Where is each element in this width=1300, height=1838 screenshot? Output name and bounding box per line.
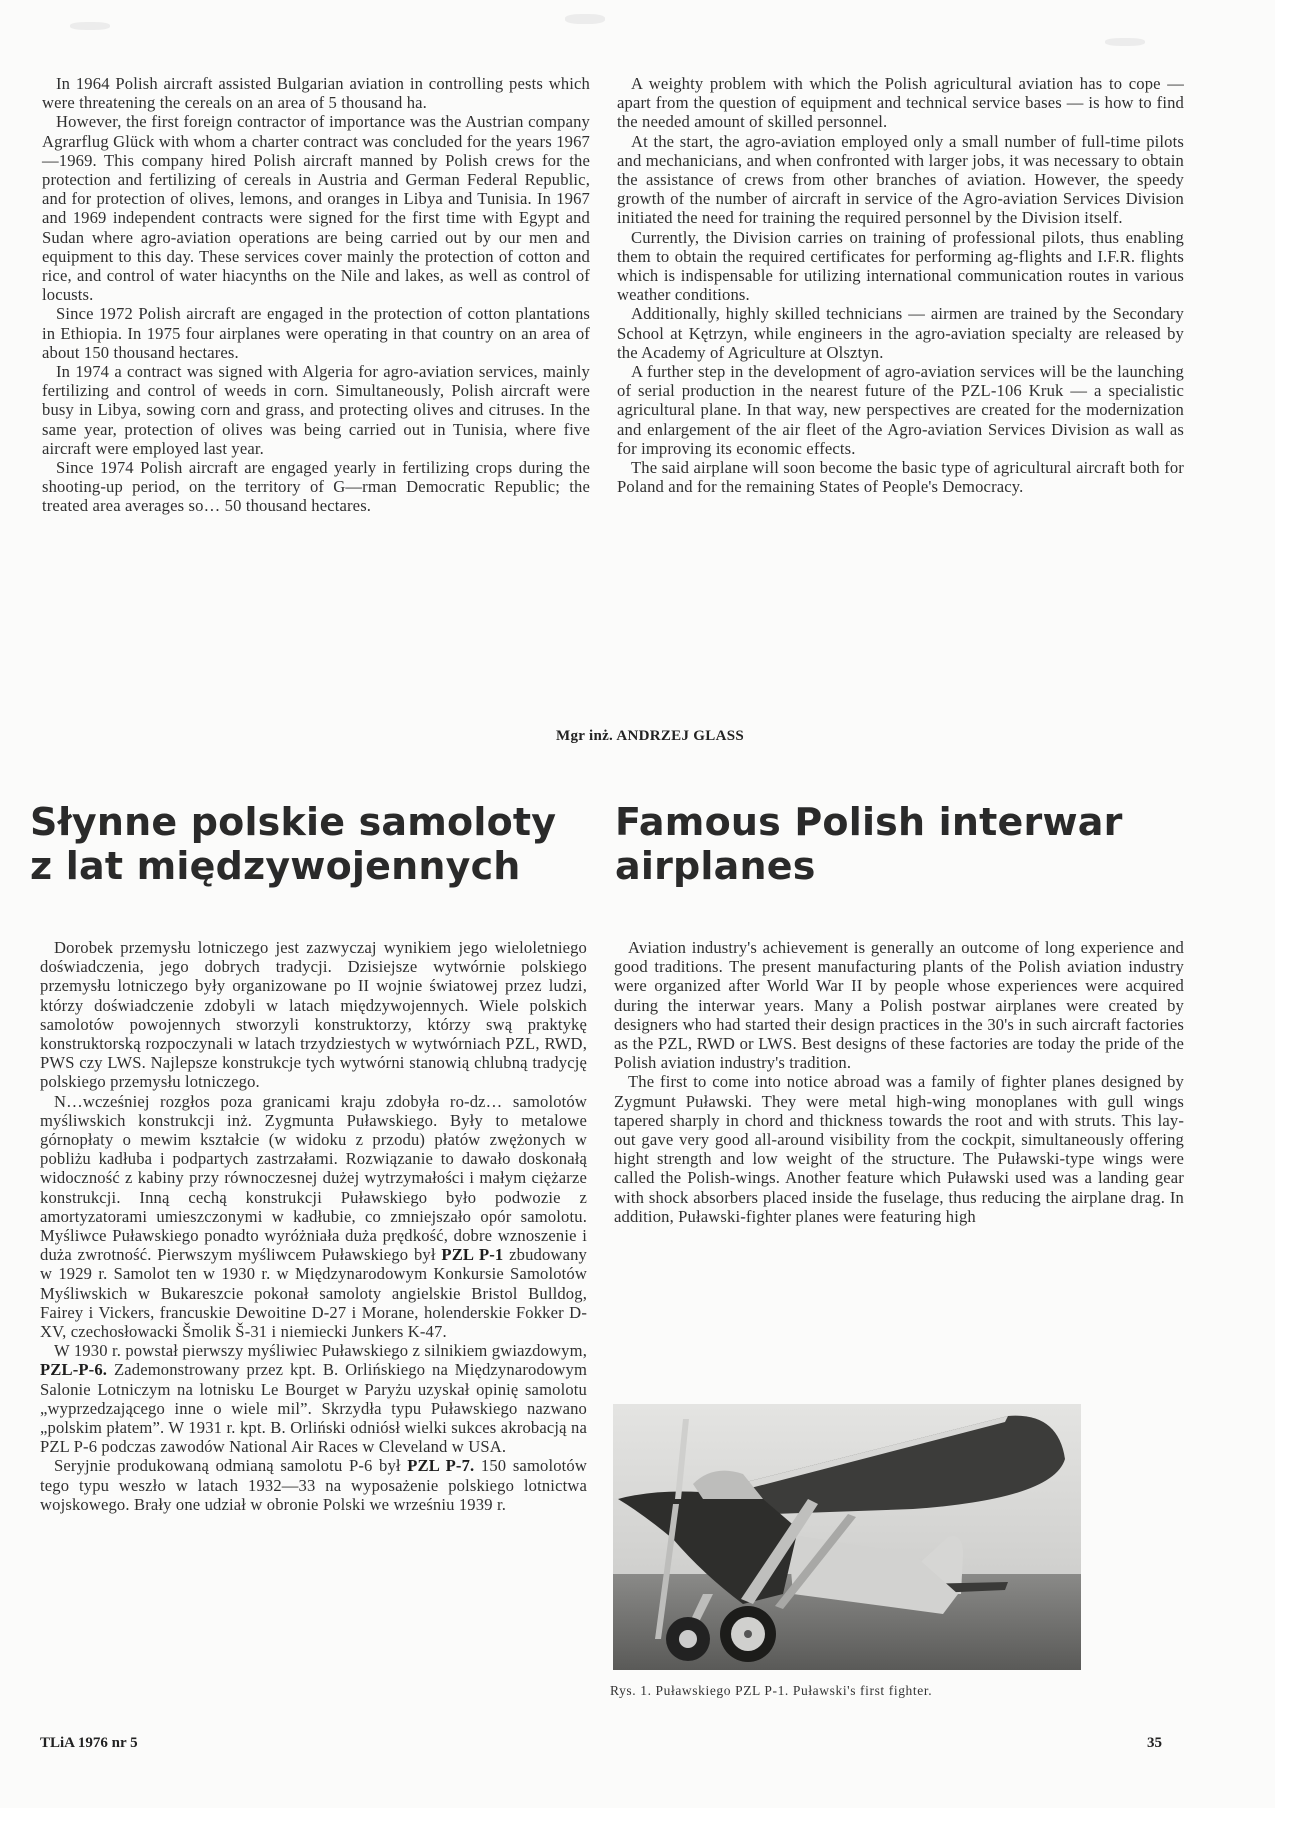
text-run: Zademonstrowany przez kpt. B. Orlińskiego na Międzynarodowym Salonie Lotniczym na lotnisku Le Bourget w Paryżu uzyskał opinię samolotu „wyprzedzającego inne o wiele mil”. Skrzydła typu Puławskiego nazwano „polskim płatem”. W 1931 r. kpt. B. Orliński odniósł wielki sukces akrobacją na PZL P-6 podczas zawodów National Air Races w Cleveland w USA. bbox=[40, 1360, 587, 1457]
scan-smudge bbox=[565, 14, 605, 24]
paragraph: The said airplane will soon become the basic type of agricultural aircraft both for Poland and for the remaining States of People's Democracy. bbox=[617, 458, 1184, 497]
paragraph bbox=[40, 1092, 587, 1342]
paragraph bbox=[40, 1456, 587, 1514]
headline-english: Famous Polish interwar airplanes bbox=[615, 800, 1123, 888]
text-run: zbudowany w 1929 r. Samolot ten w 1930 r. w Międzynarodowym Konkursie Samolotów Myśliwskich w Bukareszcie pokonał samoloty angielskie Bristol Bulldog, Fairey i Vickers, francuskie Dewoitine D-27 i Morane, holenderskie Fokker D-XV, czechosłowacki Šmolik Š-31 i niemiecki Junkers K-47. bbox=[40, 1245, 587, 1342]
english-article-column bbox=[614, 938, 1184, 1226]
paragraph: Since 1974 Polish aircraft are engaged yearly in fertilizing crops during the shooting-up period, on the territory of G—rman Democratic Republic; the treated area averages so… 50 thousand hectares. bbox=[42, 458, 590, 516]
aircraft-name: PZL P-1 bbox=[441, 1245, 504, 1265]
headline-polish: Słynne polskie samoloty z lat międzywojennych bbox=[30, 800, 557, 888]
paragraph: The first to come into notice abroad was a family of fighter planes designed by Zygmunt Puławski. They were metal high-wing monoplanes with gull wings tapered sharply in chord and thickness towards the root and with struts. This lay-out gave very good all-around visibility from the cockpit, simultaneously offering hight strength and low weight of the structure. The Puławski-type wings were called the Polish-wings. Another feature which Puławski used was a landing gear with shock absorbers placed inside the fuselage, thus reducing the airplane drag. In addition, Puławski-fighter planes were featuring high bbox=[614, 1072, 1184, 1226]
author-byline: Mgr inż. ANDRZEJ GLASS bbox=[555, 728, 744, 744]
paragraph: Since 1972 Polish aircraft are engaged in the protection of cotton plantations in Ethiopia. In 1975 four airplanes were operating in that country on an area of about 150 thousand hectares. bbox=[42, 304, 590, 362]
paragraph: Currently, the Division carries on training of professional pilots, thus enabling them to obtain the required certificates for performing ag-flights and I.F.R. flights which is indispensable for utilizing international communication routes in various weather conditions. bbox=[617, 227, 1184, 305]
paragraph: Additionally, highly skilled technicians — airmen are trained by the Secondary School at Kętrzyn, while engineers in the agro-aviation specialty are released by the Academy of Agriculture at Olsztyn. bbox=[617, 304, 1184, 362]
text-run: 150 samolotów tego typu weszło w latach 1932—33 na wyposażenie polskiego lotnictwa wojskowego. Brały one udział w obronie Polski we wrześniu 1939 r. bbox=[40, 1456, 587, 1514]
aircraft-name: PZL-P-6. bbox=[40, 1360, 108, 1380]
text-run: Seryjnie produkowaną odmianą samolotu P-6 był bbox=[54, 1456, 408, 1476]
paragraph: In 1974 a contract was signed with Algeria for agro-aviation services, mainly fertilizing and control of weeds in corn. Simultaneously, Polish aircraft were busy in Libya, sowing corn and grass, and protecting olives and citruses. In the same year, protection of olives was being carried out in Tunisia, where five aircraft were employed last year. bbox=[42, 362, 590, 458]
top-right-column bbox=[617, 74, 1184, 496]
paragraph: Aviation industry's achievement is generally an outcome of long experience and good traditions. The present manufacturing plants of the Polish aviation industry were organized after World War II by people whose experiences were acquired during the interwar years. Many a Polish postwar airplanes were created by designers who had started their design practices in the 30's in such aircraft factories as the PZL, RWD or LWS. Best designs of these factories are today the pride of the Polish aviation industry's tradition. bbox=[614, 938, 1184, 1073]
aircraft-name: PZL P-7. bbox=[407, 1456, 475, 1476]
text-run: N…wcześniej rozgłos poza granicami kraju zdobyła ro-dz… samolotów myśliwskich konstrukcji inż. Zygmunta Puławskiego. Były to metalowe górnopłaty o mewim kształcie (w widoku z przodu) płatów zwężonych w pobliżu kadłuba i podpartych zastrzałami. Rozwiązanie to dawało doskonałą widoczność z kabiny przy równoczesnej dużej wytrzymałości i małym ciężarze konstrukcji. Inną cechą konstrukcji Puławskiego było podwozie z amortyzatorami umieszczonymi w kadłubie, co zmniejszało opór samolotu. Myśliwce Puławskiego ponadto wyróżniała duża prędkość, dobre wznoszenie i duża zwrotność. Pierwszym myśliwcem Puławskiego był bbox=[40, 1091, 587, 1265]
scan-smudge bbox=[1105, 38, 1145, 46]
aircraft-photo bbox=[613, 1404, 1081, 1670]
airplane-illustration bbox=[613, 1404, 1081, 1670]
paragraph: A further step in the development of agro-aviation services will be the launching of serial production in the nearest future of the PZL-106 Kruk — a specialistic agricultural plane. In that way, new perspectives are created for the modernization and enlargement of the air fleet of the Agro-aviation Services Division as wall as for improving its economic effects. bbox=[617, 362, 1184, 458]
figure-caption: Rys. 1. Puławskiego PZL P-1. Puławski's first fighter. bbox=[610, 1683, 933, 1698]
paragraph: Dorobek przemysłu lotniczego jest zazwyczaj wynikiem jego wieloletniego doświadczenia, jego dobrych tradycji. Dzisiejsze wytwórnie polskiego przemysłu lotniczego były organizowane po II wojnie światowej przez ludzi, którzy doświadczenie zdobyli w latach międzywojennych. Wiele polskich samolotów powojennych stworzyli konstruktorzy, którzy swą praktykę konstruktorską rozpoczynali w latach trzydziestych w wytwórniach PZL, RWD, PWS czy LWS. Najlepsze konstrukcje tych wytwórni stanowią chlubną tradycję polskiego przemysłu lotniczego. bbox=[40, 938, 587, 1092]
top-left-column bbox=[42, 74, 590, 516]
paragraph: However, the first foreign contractor of importance was the Austrian company Agrarflug Glück with whom a charter contract was concluded for the years 1967—1969. This company hired Polish aircraft manned by Polish crews for the protection and fertilizing of cereals in Austria and German Federal Republic, and for protection of olives, lemons, and oranges in Libya and Tunisia. In 1967 and 1969 independent contracts were signed for the first time with Egypt and Sudan where agro-aviation operations are being carried out by our men and equipment to this day. These services cover mainly the protection of cotton and rice, and control of water hiacynths on the Nile and lakes, as well as control of locusts. bbox=[42, 112, 590, 305]
publication-issue: TLiA 1976 nr 5 bbox=[40, 1735, 138, 1751]
paragraph bbox=[40, 1341, 587, 1456]
text-run: W 1930 r. powstał pierwszy myśliwiec Puławskiego z silnikiem gwiazdowym, bbox=[54, 1341, 587, 1361]
page-number: 35 bbox=[1147, 1735, 1162, 1751]
polish-article-column bbox=[40, 938, 587, 1514]
paragraph: A weighty problem with which the Polish agricultural aviation has to cope — apart from the question of equipment and technical service bases — is how to find the needed amount of skilled personnel. bbox=[617, 74, 1184, 132]
scan-smudge bbox=[70, 22, 110, 30]
paragraph: At the start, the agro-aviation employed only a small number of full-time pilots and mechanicians, and when confronted with larger jobs, it was necessary to obtain the assistance of crews from other branches of aviation. However, the speedy growth of the number of aircraft in service of the Agro-aviation Services Division initiated the need for training the required personnel by the Division itself. bbox=[617, 131, 1184, 228]
paragraph: In 1964 Polish aircraft assisted Bulgarian aviation in controlling pests which were threatening the cereals on an area of 5 thousand ha. bbox=[42, 74, 590, 113]
